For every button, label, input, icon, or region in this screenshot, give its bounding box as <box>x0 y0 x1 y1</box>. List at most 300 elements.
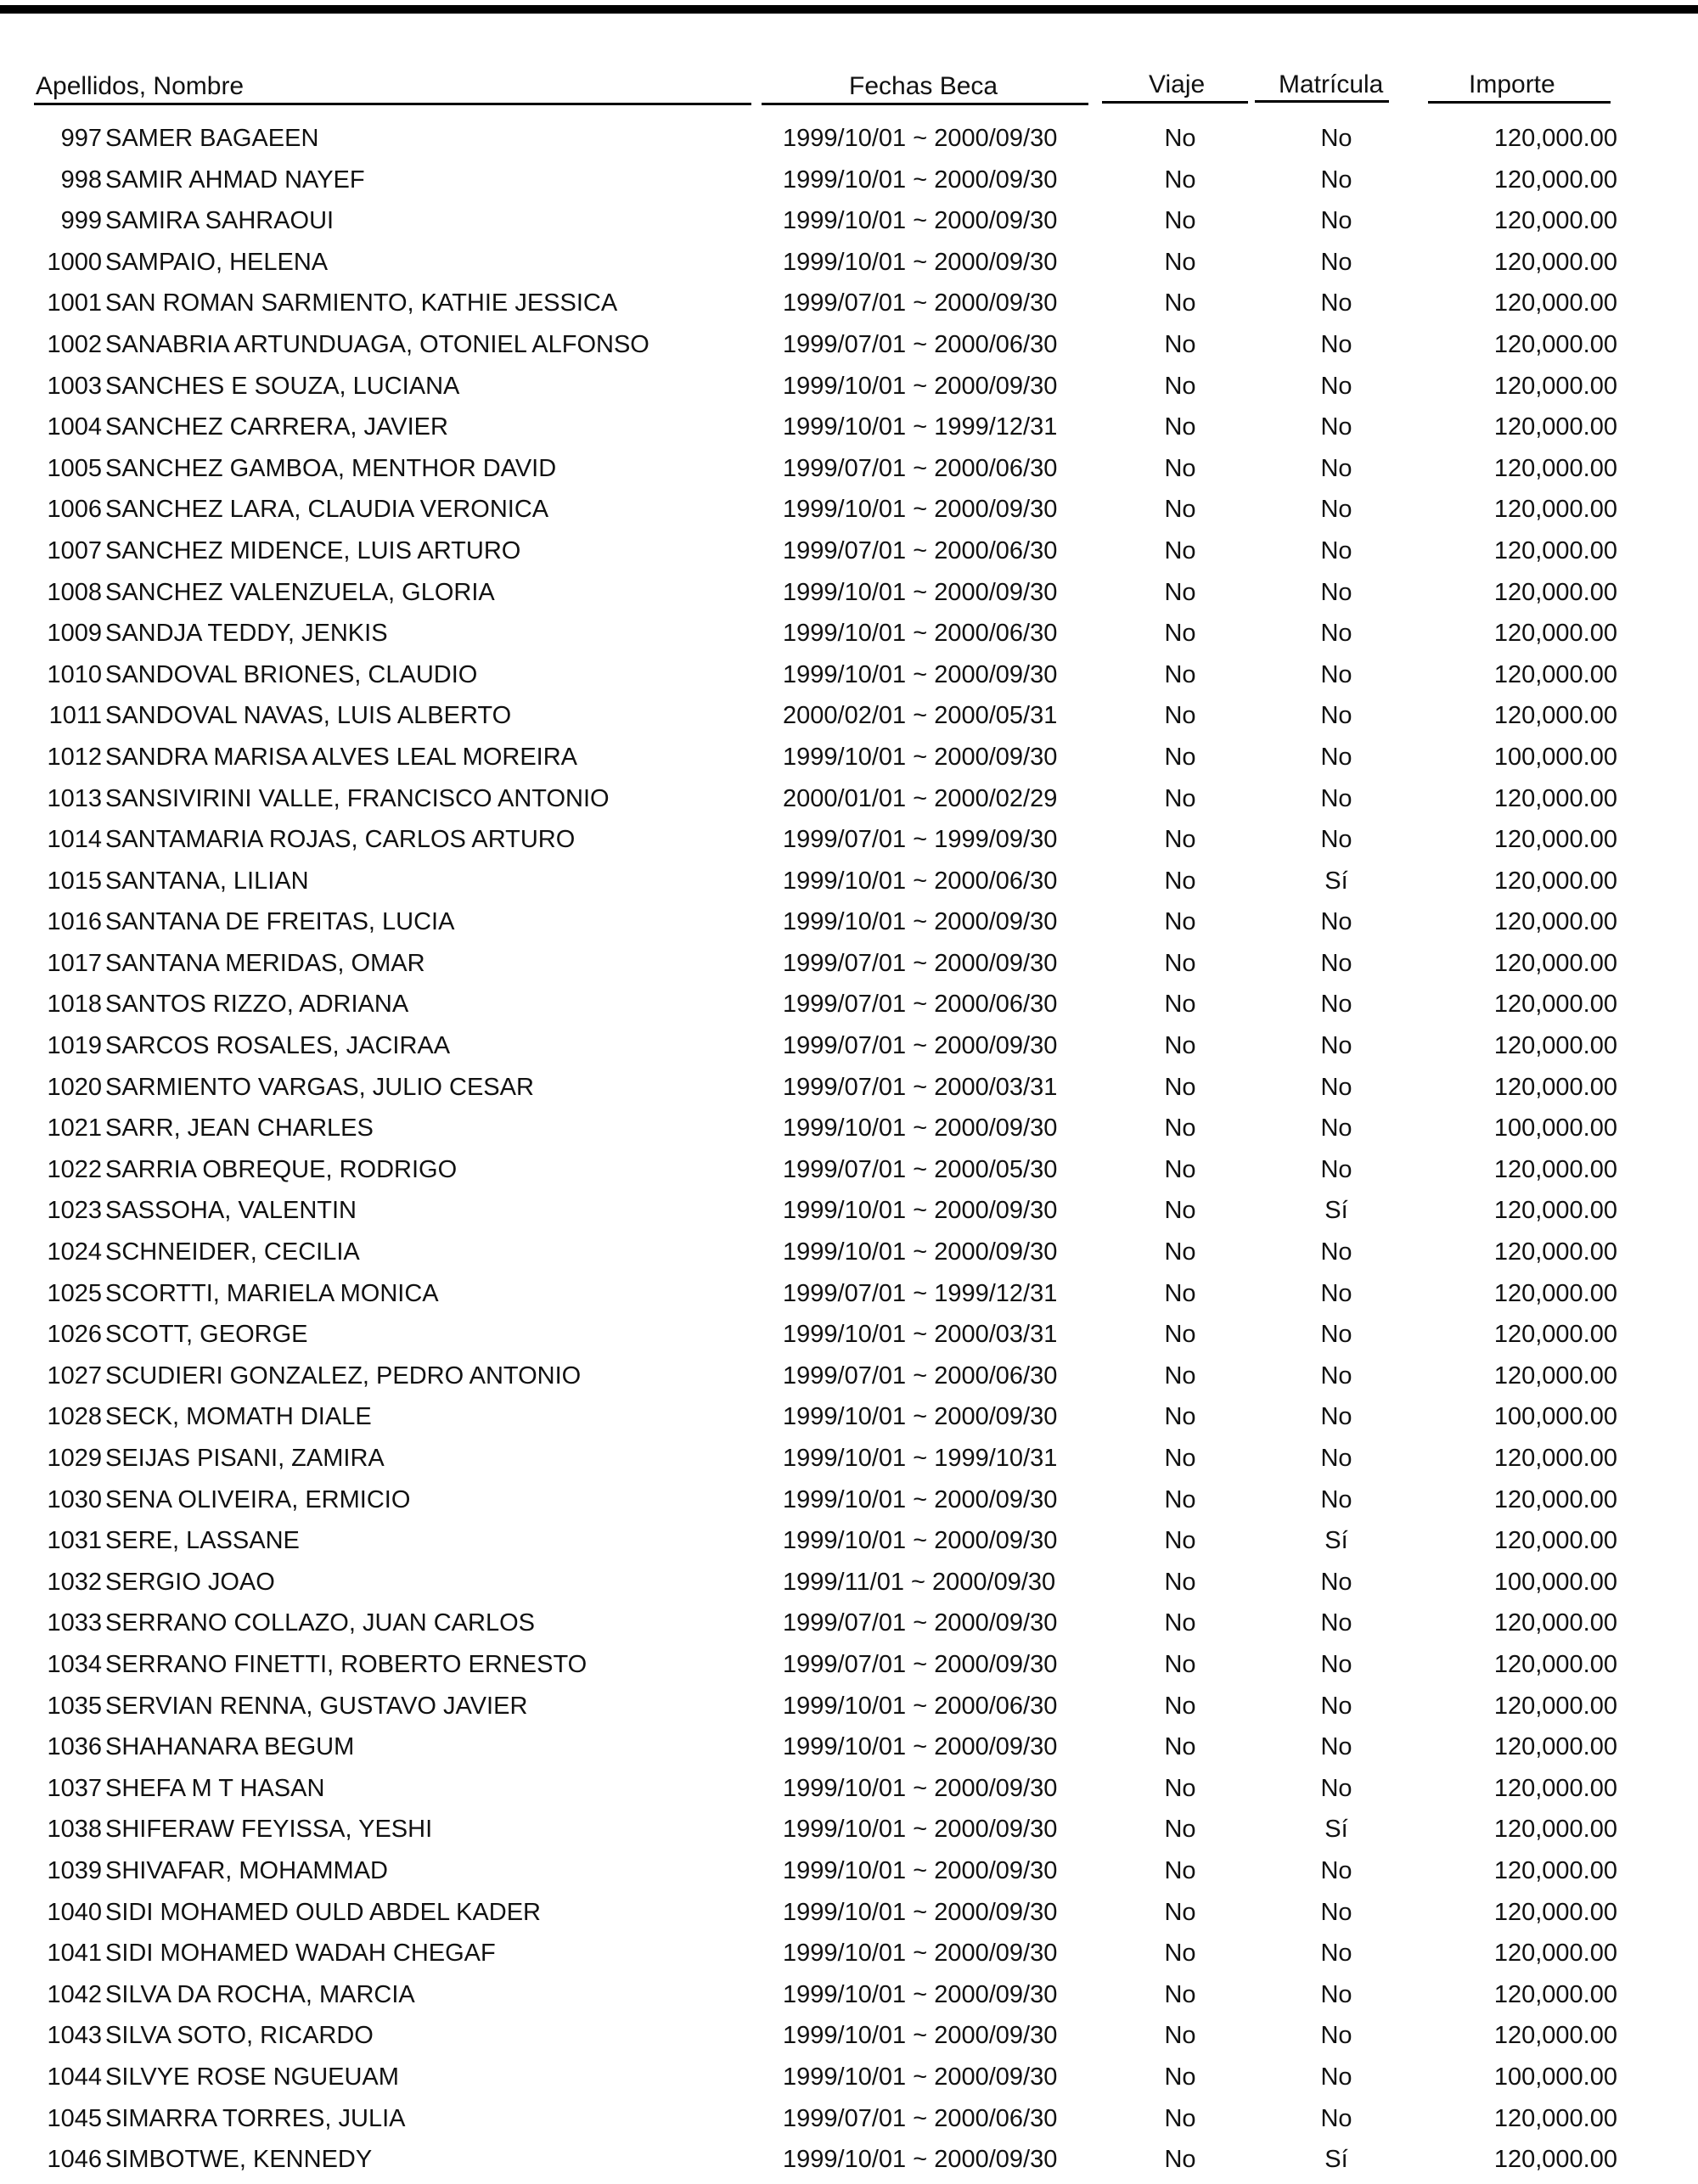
scholarship-dates: 1999/10/01 ~ 2000/09/30 <box>783 1940 1058 1968</box>
header-name-underline <box>34 103 751 105</box>
table-row <box>0 1438 1698 1479</box>
row-number: 1041 <box>47 1940 102 1968</box>
scholarship-dates: 1999/10/01 ~ 2000/09/30 <box>783 248 1058 276</box>
matricula-value: No <box>1320 2022 1352 2050</box>
viaje-value: No <box>1164 660 1196 688</box>
scholarship-dates: 1999/10/01 ~ 2000/09/30 <box>783 1485 1058 1513</box>
matricula-value: No <box>1320 1898 1352 1926</box>
viaje-value: No <box>1164 166 1196 194</box>
table-row <box>0 613 1698 654</box>
viaje-value: No <box>1164 1485 1196 1513</box>
recipient-name: SANCHEZ MIDENCE, LUIS ARTURO <box>105 536 521 564</box>
matricula-value: No <box>1320 1321 1352 1349</box>
row-number: 1026 <box>47 1321 102 1349</box>
matricula-value: No <box>1320 1073 1352 1101</box>
recipient-name: SIDI MOHAMED WADAH CHEGAF <box>105 1940 496 1968</box>
matricula-value: No <box>1320 248 1352 276</box>
viaje-value: No <box>1164 1403 1196 1431</box>
viaje-value: No <box>1164 372 1196 400</box>
recipient-name: SECK, MOMATH DIALE <box>105 1403 372 1431</box>
viaje-value: No <box>1164 1856 1196 1884</box>
row-number: 1011 <box>48 702 102 730</box>
viaje-value: No <box>1164 743 1196 771</box>
scholarship-dates: 1999/10/01 ~ 2000/09/30 <box>783 496 1058 524</box>
recipient-name: SANDOVAL NAVAS, LUIS ALBERTO <box>105 702 512 730</box>
scholarship-dates: 1999/10/01 ~ 2000/09/30 <box>783 1527 1058 1555</box>
scholarship-dates: 1999/10/01 ~ 2000/09/30 <box>783 1403 1058 1431</box>
importe-value: 120,000.00 <box>1493 207 1617 235</box>
matricula-value: No <box>1320 949 1352 977</box>
recipient-name: SCUDIERI GONZALEZ, PEDRO ANTONIO <box>105 1361 582 1390</box>
row-number: 1028 <box>47 1403 102 1431</box>
importe-value: 120,000.00 <box>1493 1980 1617 2008</box>
matricula-value: No <box>1320 413 1352 441</box>
recipient-name: SCOTT, GEORGE <box>105 1321 308 1349</box>
importe-value: 120,000.00 <box>1493 660 1617 688</box>
row-number: 1045 <box>47 2104 102 2132</box>
importe-value: 120,000.00 <box>1493 289 1617 317</box>
importe-value: 120,000.00 <box>1493 1197 1617 1225</box>
matricula-value: No <box>1320 702 1352 730</box>
matricula-value: No <box>1320 1856 1352 1884</box>
recipient-name: SANABRIA ARTUNDUAGA, OTONIEL ALFONSO <box>105 330 649 358</box>
scholarship-dates: 1999/10/01 ~ 2000/09/30 <box>783 1856 1058 1884</box>
table-row <box>0 489 1698 531</box>
row-number: 1008 <box>47 578 102 606</box>
scholarship-dates: 1999/07/01 ~ 2000/06/30 <box>783 454 1058 482</box>
table-row <box>0 366 1698 407</box>
viaje-value: No <box>1164 1155 1196 1183</box>
table-row <box>0 1396 1698 1438</box>
row-number: 1012 <box>47 743 102 771</box>
viaje-value: No <box>1164 1980 1196 2008</box>
table-row <box>0 1356 1698 1397</box>
scholarship-dates: 1999/10/01 ~ 2000/09/30 <box>783 660 1058 688</box>
scholarship-dates: 1999/07/01 ~ 2000/09/30 <box>783 1650 1058 1678</box>
table-row <box>0 572 1698 614</box>
matricula-value: No <box>1320 784 1352 812</box>
table-row <box>0 1686 1698 1727</box>
importe-value: 120,000.00 <box>1493 496 1617 524</box>
scholarship-dates: 1999/10/01 ~ 2000/09/30 <box>783 908 1058 936</box>
row-number: 1019 <box>47 1032 102 1060</box>
scholarship-dates: 1999/07/01 ~ 2000/09/30 <box>783 1032 1058 1060</box>
matricula-value: No <box>1320 125 1352 152</box>
scholarship-dates: 1999/10/01 ~ 2000/09/30 <box>783 372 1058 400</box>
table-row <box>0 2057 1698 2098</box>
table-row <box>0 943 1698 985</box>
matricula-value: No <box>1320 289 1352 317</box>
row-number: 1016 <box>47 908 102 936</box>
table-row <box>0 1726 1698 1768</box>
table-row <box>0 1892 1698 1934</box>
recipient-name: SANTAMARIA ROJAS, CARLOS ARTURO <box>105 826 576 854</box>
table-row <box>0 2098 1698 2140</box>
viaje-value: No <box>1164 1816 1196 1844</box>
recipient-name: SHEFA M T HASAN <box>105 1774 325 1802</box>
table-row <box>0 901 1698 943</box>
importe-value: 120,000.00 <box>1493 826 1617 854</box>
row-number: 1034 <box>47 1650 102 1678</box>
viaje-value: No <box>1164 1361 1196 1390</box>
scholarship-dates: 1999/10/01 ~ 2000/09/30 <box>783 2063 1058 2091</box>
matricula-value: No <box>1320 1279 1352 1307</box>
scholarship-dates: 1999/10/01 ~ 2000/09/30 <box>783 2022 1058 2050</box>
row-number: 1038 <box>47 1816 102 1844</box>
row-number: 1033 <box>47 1609 102 1637</box>
viaje-value: No <box>1164 1073 1196 1101</box>
recipient-name: SCHNEIDER, CECILIA <box>105 1238 360 1266</box>
importe-value: 120,000.00 <box>1493 413 1617 441</box>
scholarship-dates: 2000/02/01 ~ 2000/05/31 <box>783 702 1058 730</box>
viaje-value: No <box>1164 1321 1196 1349</box>
importe-value: 100,000.00 <box>1493 1114 1617 1143</box>
table-row <box>0 1314 1698 1356</box>
table-row <box>0 819 1698 861</box>
viaje-value: No <box>1164 2063 1196 2091</box>
viaje-value: No <box>1164 1733 1196 1761</box>
importe-value: 120,000.00 <box>1493 454 1617 482</box>
scholarship-dates: 1999/10/01 ~ 1999/10/31 <box>783 1445 1058 1472</box>
row-number: 1027 <box>47 1361 102 1390</box>
matricula-value: No <box>1320 2104 1352 2132</box>
recipient-name: SANDOVAL BRIONES, CLAUDIO <box>105 660 478 688</box>
matricula-value: No <box>1320 496 1352 524</box>
viaje-value: No <box>1164 867 1196 895</box>
header-dates: Fechas Beca <box>849 72 998 100</box>
importe-value: 120,000.00 <box>1493 949 1617 977</box>
viaje-value: No <box>1164 289 1196 317</box>
recipient-name: SAMIR AHMAD NAYEF <box>105 166 365 194</box>
viaje-value: No <box>1164 207 1196 235</box>
scholarship-dates: 1999/07/01 ~ 2000/06/30 <box>783 536 1058 564</box>
importe-value: 120,000.00 <box>1493 1609 1617 1637</box>
viaje-value: No <box>1164 1114 1196 1143</box>
importe-value: 120,000.00 <box>1493 1279 1617 1307</box>
viaje-value: No <box>1164 784 1196 812</box>
row-number: 1009 <box>47 620 102 648</box>
matricula-value: No <box>1320 330 1352 358</box>
scholarship-dates: 1999/10/01 ~ 2000/06/30 <box>783 620 1058 648</box>
row-number: 1021 <box>47 1114 102 1143</box>
scholarship-dates: 1999/10/01 ~ 2000/09/30 <box>783 1733 1058 1761</box>
row-number: 997 <box>60 125 102 152</box>
viaje-value: No <box>1164 1774 1196 1802</box>
scholarship-dates: 1999/10/01 ~ 2000/09/30 <box>783 743 1058 771</box>
matricula-value: No <box>1320 1445 1352 1472</box>
table-row <box>0 1190 1698 1232</box>
scholarship-dates: 1999/10/01 ~ 2000/09/30 <box>783 578 1058 606</box>
recipient-name: SERRANO COLLAZO, JUAN CARLOS <box>105 1609 535 1637</box>
viaje-value: No <box>1164 125 1196 152</box>
matricula-value: No <box>1320 166 1352 194</box>
scholarship-dates: 1999/10/01 ~ 2000/09/30 <box>783 2146 1058 2174</box>
recipient-name: SCORTTI, MARIELA MONICA <box>105 1279 439 1307</box>
importe-value: 120,000.00 <box>1493 372 1617 400</box>
viaje-value: No <box>1164 908 1196 936</box>
table-row <box>0 695 1698 737</box>
matricula-value: No <box>1320 372 1352 400</box>
row-number: 1017 <box>47 949 102 977</box>
scholarship-dates: 1999/07/01 ~ 2000/09/30 <box>783 949 1058 977</box>
importe-value: 120,000.00 <box>1493 1485 1617 1513</box>
viaje-value: No <box>1164 1898 1196 1926</box>
scholarship-dates: 1999/10/01 ~ 2000/06/30 <box>783 867 1058 895</box>
recipient-name: SAMIRA SAHRAOUI <box>105 207 335 235</box>
importe-value: 120,000.00 <box>1493 536 1617 564</box>
recipient-name: SANCHEZ VALENZUELA, GLORIA <box>105 578 495 606</box>
importe-value: 120,000.00 <box>1493 1527 1617 1555</box>
row-number: 1039 <box>47 1856 102 1884</box>
recipient-name: SIDI MOHAMED OULD ABDEL KADER <box>105 1898 541 1926</box>
scholarship-dates: 1999/07/01 ~ 2000/03/31 <box>783 1073 1058 1101</box>
row-number: 1025 <box>47 1279 102 1307</box>
matricula-value: No <box>1320 1114 1352 1143</box>
recipient-name: SASSOHA, VALENTIN <box>105 1197 357 1225</box>
row-number: 1030 <box>47 1485 102 1513</box>
row-number: 1004 <box>47 413 102 441</box>
recipient-name: SARRIA OBREQUE, RODRIGO <box>105 1155 458 1183</box>
matricula-value: No <box>1320 1940 1352 1968</box>
scholarship-dates: 1999/07/01 ~ 2000/09/30 <box>783 1609 1058 1637</box>
table-row <box>0 324 1698 366</box>
row-number: 1046 <box>47 2146 102 2174</box>
row-number: 1002 <box>47 330 102 358</box>
row-number: 1013 <box>47 784 102 812</box>
recipient-name: SHAHANARA BEGUM <box>105 1733 355 1761</box>
viaje-value: No <box>1164 1279 1196 1307</box>
recipient-name: SILVYE ROSE NGUEUAM <box>105 2063 399 2091</box>
table-row <box>0 1520 1698 1562</box>
importe-value: 120,000.00 <box>1493 2022 1617 2050</box>
row-number: 1018 <box>47 991 102 1019</box>
viaje-value: No <box>1164 2022 1196 2050</box>
recipient-name: SANCHEZ GAMBOA, MENTHOR DAVID <box>105 454 557 482</box>
row-number: 999 <box>60 207 102 235</box>
viaje-value: No <box>1164 578 1196 606</box>
row-number: 1006 <box>47 496 102 524</box>
header-importe: Importe <box>1469 70 1555 98</box>
row-number: 1044 <box>47 2063 102 2091</box>
matricula-value: No <box>1320 1774 1352 1802</box>
scholarship-dates: 1999/07/01 ~ 2000/05/30 <box>783 1155 1058 1183</box>
importe-value: 120,000.00 <box>1493 1155 1617 1183</box>
importe-value: 120,000.00 <box>1493 1940 1617 1968</box>
row-number: 1014 <box>47 826 102 854</box>
table-row <box>0 242 1698 284</box>
table-row <box>0 1232 1698 1273</box>
header-dates-underline <box>762 103 1088 105</box>
table-row <box>0 1479 1698 1521</box>
table-row <box>0 1273 1698 1315</box>
recipient-name: SHIVAFAR, MOHAMMAD <box>105 1856 388 1884</box>
viaje-value: No <box>1164 702 1196 730</box>
table-row <box>0 654 1698 696</box>
row-number: 1036 <box>47 1733 102 1761</box>
table-row <box>0 200 1698 242</box>
recipient-name: SANDRA MARISA ALVES LEAL MOREIRA <box>105 743 578 771</box>
recipient-name: SIMBOTWE, KENNEDY <box>105 2146 373 2174</box>
table-row <box>0 1809 1698 1850</box>
matricula-value: No <box>1320 2063 1352 2091</box>
importe-value: 120,000.00 <box>1493 1856 1617 1884</box>
row-number: 1029 <box>47 1445 102 1472</box>
scholarship-dates: 1999/10/01 ~ 2000/09/30 <box>783 207 1058 235</box>
importe-value: 120,000.00 <box>1493 1816 1617 1844</box>
importe-value: 120,000.00 <box>1493 248 1617 276</box>
recipient-name: SERE, LASSANE <box>105 1527 300 1555</box>
viaje-value: No <box>1164 330 1196 358</box>
table-row <box>0 448 1698 490</box>
row-number: 1023 <box>47 1197 102 1225</box>
matricula-value: No <box>1320 454 1352 482</box>
matricula-value: No <box>1320 1650 1352 1678</box>
viaje-value: No <box>1164 991 1196 1019</box>
table-row <box>0 1025 1698 1067</box>
matricula-value: No <box>1320 1980 1352 2008</box>
recipient-name: SHIFERAW FEYISSA, YESHI <box>105 1816 433 1844</box>
matricula-value: No <box>1320 1155 1352 1183</box>
importe-value: 100,000.00 <box>1493 2063 1617 2091</box>
scholarship-dates: 1999/07/01 ~ 2000/09/30 <box>783 289 1058 317</box>
recipient-name: SANCHEZ CARRERA, JAVIER <box>105 413 448 441</box>
viaje-value: No <box>1164 1445 1196 1472</box>
viaje-value: No <box>1164 2104 1196 2132</box>
matricula-value: No <box>1320 620 1352 648</box>
viaje-value: No <box>1164 496 1196 524</box>
importe-value: 120,000.00 <box>1493 578 1617 606</box>
header-matricula-underline <box>1255 100 1389 103</box>
row-number: 1035 <box>47 1692 102 1720</box>
importe-value: 120,000.00 <box>1493 702 1617 730</box>
row-number: 1042 <box>47 1980 102 2008</box>
row-number: 1007 <box>47 536 102 564</box>
matricula-value: No <box>1320 1238 1352 1266</box>
recipient-name: SARR, JEAN CHARLES <box>105 1114 374 1143</box>
table-row <box>0 283 1698 324</box>
row-number: 1040 <box>47 1898 102 1926</box>
scholarship-dates: 1999/10/01 ~ 2000/03/31 <box>783 1321 1058 1349</box>
recipient-name: SANCHES E SOUZA, LUCIANA <box>105 372 460 400</box>
matricula-value: No <box>1320 207 1352 235</box>
viaje-value: No <box>1164 536 1196 564</box>
matricula-value: No <box>1320 1609 1352 1637</box>
importe-value: 100,000.00 <box>1493 743 1617 771</box>
recipient-name: SILVA DA ROCHA, MARCIA <box>105 1980 415 2008</box>
viaje-value: No <box>1164 2146 1196 2174</box>
importe-value: 120,000.00 <box>1493 1238 1617 1266</box>
recipient-name: SENA OLIVEIRA, ERMICIO <box>105 1485 411 1513</box>
table-row <box>0 531 1698 572</box>
table-row <box>0 1149 1698 1191</box>
viaje-value: No <box>1164 1568 1196 1596</box>
row-number: 1015 <box>47 867 102 895</box>
matricula-value: No <box>1320 1485 1352 1513</box>
row-number: 1003 <box>47 372 102 400</box>
viaje-value: No <box>1164 413 1196 441</box>
recipient-name: SERVIAN RENNA, GUSTAVO JAVIER <box>105 1692 528 1720</box>
importe-value: 120,000.00 <box>1493 1361 1617 1390</box>
row-number: 1020 <box>47 1073 102 1101</box>
table-row <box>0 1067 1698 1109</box>
scholarship-dates: 1999/10/01 ~ 1999/12/31 <box>783 413 1058 441</box>
viaje-value: No <box>1164 1527 1196 1555</box>
scholarship-dates: 1999/07/01 ~ 2000/06/30 <box>783 330 1058 358</box>
table-row <box>0 861 1698 902</box>
row-number: 1024 <box>47 1238 102 1266</box>
viaje-value: No <box>1164 826 1196 854</box>
scholarship-dates: 1999/07/01 ~ 2000/06/30 <box>783 2104 1058 2132</box>
row-number: 998 <box>60 166 102 194</box>
scholarship-dates: 1999/10/01 ~ 2000/09/30 <box>783 1980 1058 2008</box>
table-row <box>0 1562 1698 1603</box>
matricula-value: Sí <box>1324 1197 1348 1225</box>
matricula-value: No <box>1320 1568 1352 1596</box>
table-row <box>0 984 1698 1025</box>
importe-value: 120,000.00 <box>1493 2104 1617 2132</box>
header-viaje: Viaje <box>1149 70 1206 98</box>
row-number: 1010 <box>47 660 102 688</box>
importe-value: 100,000.00 <box>1493 1568 1617 1596</box>
importe-value: 120,000.00 <box>1493 330 1617 358</box>
recipient-name: SANSIVIRINI VALLE, FRANCISCO ANTONIO <box>105 784 610 812</box>
importe-value: 120,000.00 <box>1493 1774 1617 1802</box>
recipient-name: SANTANA, LILIAN <box>105 867 309 895</box>
header-name: Apellidos, Nombre <box>36 72 245 100</box>
viaje-value: No <box>1164 620 1196 648</box>
table-row <box>0 1850 1698 1892</box>
recipient-name: SEIJAS PISANI, ZAMIRA <box>105 1445 385 1472</box>
table-row <box>0 407 1698 448</box>
recipient-name: SANDJA TEDDY, JENKIS <box>105 620 388 648</box>
importe-value: 120,000.00 <box>1493 1321 1617 1349</box>
matricula-value: No <box>1320 991 1352 1019</box>
header-viaje-underline <box>1102 101 1248 104</box>
matricula-value: Sí <box>1324 867 1348 895</box>
viaje-value: No <box>1164 454 1196 482</box>
importe-value: 120,000.00 <box>1493 867 1617 895</box>
viaje-value: No <box>1164 1032 1196 1060</box>
recipient-name: SAMPAIO, HELENA <box>105 248 329 276</box>
viaje-value: No <box>1164 1692 1196 1720</box>
recipient-name: SARCOS ROSALES, JACIRAA <box>105 1032 451 1060</box>
matricula-value: No <box>1320 826 1352 854</box>
importe-value: 120,000.00 <box>1493 1898 1617 1926</box>
matricula-value: No <box>1320 1733 1352 1761</box>
row-number: 1001 <box>47 289 102 317</box>
recipient-name: SANTANA DE FREITAS, LUCIA <box>105 908 455 936</box>
matricula-value: No <box>1320 743 1352 771</box>
header-matricula: Matrícula <box>1279 70 1384 98</box>
row-number: 1037 <box>47 1774 102 1802</box>
table-row <box>0 1768 1698 1810</box>
table-row <box>0 2139 1698 2181</box>
viaje-value: No <box>1164 1650 1196 1678</box>
scholarship-dates: 1999/10/01 ~ 2000/09/30 <box>783 1238 1058 1266</box>
recipient-name: SAMER BAGAEEN <box>105 125 319 152</box>
matricula-value: No <box>1320 536 1352 564</box>
matricula-value: Sí <box>1324 1527 1348 1555</box>
scholarship-dates: 1999/07/01 ~ 1999/09/30 <box>783 826 1058 854</box>
scholarship-dates: 1999/10/01 ~ 2000/09/30 <box>783 1114 1058 1143</box>
row-number: 1031 <box>47 1527 102 1555</box>
importe-value: 120,000.00 <box>1493 2146 1617 2174</box>
row-number: 1043 <box>47 2022 102 2050</box>
importe-value: 120,000.00 <box>1493 166 1617 194</box>
matricula-value: No <box>1320 908 1352 936</box>
table-row <box>0 778 1698 820</box>
matricula-value: Sí <box>1324 1816 1348 1844</box>
